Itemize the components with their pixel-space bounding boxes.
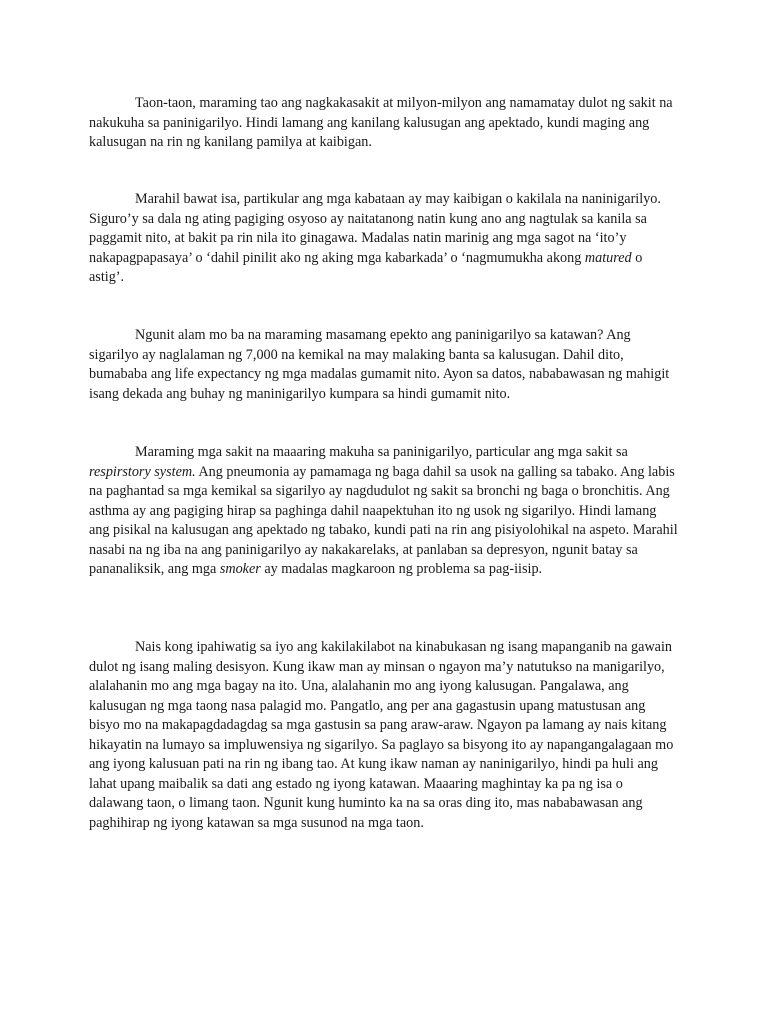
paragraph-text: Ang pneumonia ay pamamaga ng baga dahil sa usok na galling sa tabako. Ang labis na paghantad sa mga kemikal sa sigarilyo ay nagdudulot ng sakit sa bronchi ng baga o bronchitis. Ang asthma ay ang pagiging hirap sa paghinga dahil naapektuhan ito ng usok ng sigarilyo. Hindi lamang ang pisikal na kalusugan ang apektado ng tabako, kundi pati na rin ang pisiyolohikal na aspeto. Marahil nasabi na ng iba na ang paninigarilyo ay nakakarelaks, at panlaban sa depresyon, ngunit batay sa pananaliksik, ang mga — [89, 463, 678, 577]
italic-term: matured — [584, 249, 632, 266]
paragraph-reasons — [89, 190, 679, 288]
paragraph-effects: Ngunit alam mo ba na maraming masamang epekto ang paninigarilyo sa katawan? Ang sigarilyo ay naglalaman ng 7,000 na kemikal na may malaking banta sa kalusugan. Dahil dito, bumababa ang life expectancy ng mga madalas gumamit nito. Ayon sa datos, nababawasan ng mahigit isang dekada ang buhay ng maninigarilyo kumpara sa hindi gumamit nito. — [89, 327, 670, 402]
paragraph-conclusion: Nais kong ipahiwatig sa iyo ang kakilakilabot na kinabukasan ng isang mapanganib na gawain dulot ng isang maling desisyon. Kung ikaw man ay minsan o ngayon ma’y natutukso na manigarilyo, alalahanin mo ang mga bagay na ito. Una, alalahanin mo ang iyong kalusugan. Pangalawa, ang kalusugan ng mga taong nasa palagid mo. Pangatlo, ang per ana gagastusin upang matustusan ang bisyo mo na makapagdadagdag sa mga gastusin sa pang araw-araw. Ngayon pa lamang ay nais kitang hikayatin na lumayo sa impluwensiya ng sigarilyo. Sa paglayo sa bisyong ito ay napangangalagaan mo ang iyong kalusuan pati na rin ng ibang tao. At kung ikaw naman ay naninigarilyo, hindi pa huli ang lahat upang maibalik sa dati ang estado ng iyong katawan. Maaaring maghintay ka pa ng isa o dalawang taon, o limang taon. Ngunit kung huminto ka na sa oras ding ito, mas nababawasan ang paghihirap ng iyong katawan sa mga susunod na mga taon. — [89, 639, 674, 831]
italic-term: respirstory system. — [89, 463, 196, 480]
paragraph-intro: Taon-taon, maraming tao ang nagkakasakit at milyon-milyon ang namamatay dulot ng sakit na nakukuha sa paninigarilyo. Hindi lamang ang kanilang kalusugan ang apektado, kundi maging ang kalusugan na rin ng kanilang pamilya at kaibigan. — [89, 95, 673, 150]
paragraph-diseases — [89, 443, 679, 580]
italic-term: smoker — [219, 561, 261, 577]
paragraph-text: ay madalas magkaroon ng problema sa pag-iisip. — [260, 561, 543, 577]
paragraph-text: o astig’. — [89, 249, 643, 285]
paragraph-text: Maraming mga sakit na maaaring makuha sa paninigarilyo, particular ang mga sakit sa — [135, 444, 628, 460]
paragraph-text: Marahil bawat isa, partikular ang mga kabataan ay may kaibigan o kakilala na naninigarilyo. Siguro’y sa dala ng ating pagiging osyoso ay naitatanong natin kung ano ang nagtulak sa kanila sa paggamit nito, at bakit pa rin nila ito ginagawa. Madalas natin marinig ang mga sagot na ‘ito’y nakapagpapasaya’ o ‘dahil pinilit ako ng aking mga kabarkada’ o ‘nagmumukha akong — [89, 191, 661, 266]
